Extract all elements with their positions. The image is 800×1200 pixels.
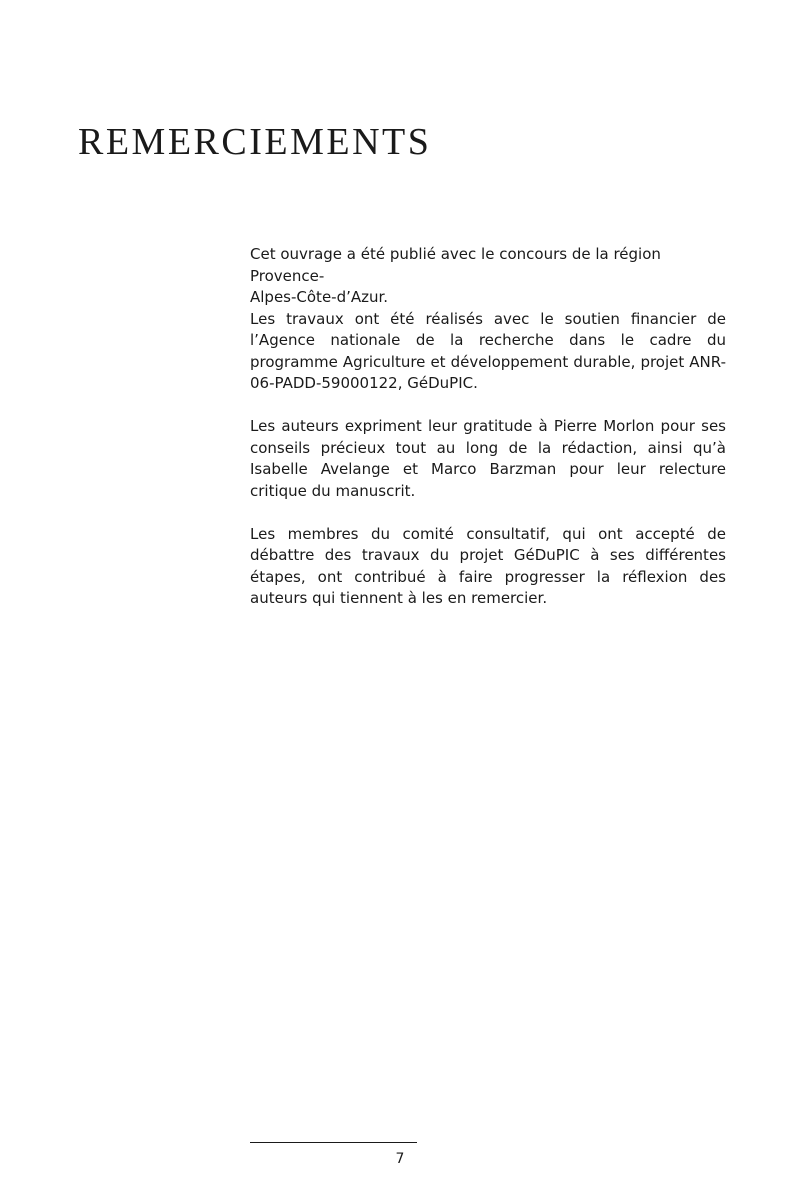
paragraph-gratitude: Les auteurs expriment leur gratitude à Pierre Morlon pour ses conseils précieux tout au long de la rédaction, ainsi qu’à Isabelle Avelange et Marco Barzman pour leur relecture critique du manuscrit. (250, 417, 726, 500)
paragraph-funding-region-line-1: Cet ouvrage a été publié avec le concours de la région Provence- (250, 245, 661, 285)
footer-rule (250, 1142, 417, 1143)
paragraph-funding-region-line-2: Alpes-Côte-d’Azur. (250, 288, 389, 306)
acknowledgements-body (250, 244, 726, 631)
paragraph-committee: Les membres du comité consultatif, qui ont accepté de débattre des travaux du projet GéDuPIC à ses différentes étapes, ont contribué à faire progresser la réflexion des auteurs qui tiennent à les en remercier. (250, 524, 726, 607)
paragraph-funding-anr: Les travaux ont été réalisés avec le soutien financier de l’Agence nationale de la recherche dans le cadre du programme Agriculture et développement durable, projet ANR- 06-PADD-59000122, GéDuPIC. (250, 309, 726, 392)
page-number: 7 (395, 1151, 405, 1167)
page-title: REMERCIEMENTS (78, 121, 432, 163)
